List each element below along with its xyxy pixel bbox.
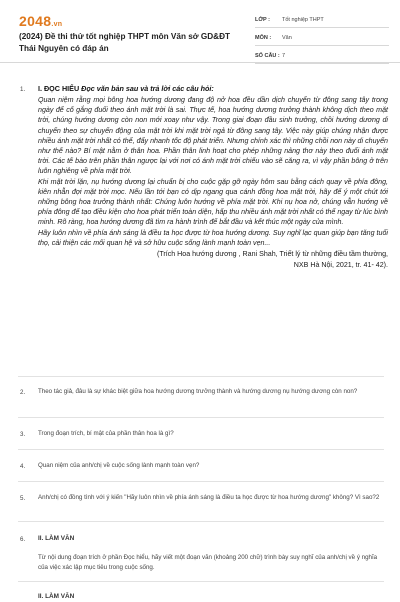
question-text: Theo tác giả, đâu là sự khác biệt giữa hoa hướng dương trưởng thành và hướng dương nụ hướng dương còn non?: [38, 388, 358, 395]
question-text: Từ nội dung đoạn trích ở phần Đọc hiểu, hãy viết một đoạn văn (khoảng 200 chữ) trình bày suy nghĩ của anh/chị về ý nghĩa của việc xác lập mục tiêu trong cuộc sống.: [38, 554, 378, 571]
passage-paragraph: Khi mặt trời lặn, nụ hướng dương lại chuẩn bị cho cuộc gặp gỡ ngày hôm sau bằng cách quay về phía đông, kiên nhẫn đợi mặt trời mọc. Nếu lần tới bạn có dịp ngang qua cánh đồng hoa mặt trời, hãy để ý một chút tới những bông hoa trưởng thành nhất: Chúng luôn hướng về phía mặt trời. Khi nụ hoa nở, chúng vẫn hướng về phía đông để tạo điều kiện cho hoa phát triển toàn diện, hấp thu nhiều ánh mặt trời nhất có thể ngay từ lúc bình minh. Rõ ràng, hoa hướng dương đã tìm ra hành trình để bắt đầu và kết thúc một ngày của mình.: [38, 177, 388, 227]
document-title: (2024) Đề thi thử tốt nghiệp THPT môn Văn sở GD&ĐT Thái Nguyên có đáp án: [19, 32, 230, 53]
logo-suffix: .vn: [51, 21, 63, 28]
reading-passage: [38, 95, 388, 248]
site-logo[interactable]: [19, 13, 62, 29]
section-title: I. ĐỌC HIỂU: [38, 84, 80, 93]
question-number: 5.: [20, 495, 26, 502]
question-number: 2.: [20, 389, 26, 396]
meta-value: 7: [282, 52, 286, 59]
question-text: Anh/chị có đồng tình với ý kiến "Hãy luôn nhìn về phía ánh sáng là điều ta học được từ hoa hướng dương" không? Vì sao?2: [38, 494, 380, 501]
question-number: 6.: [20, 536, 26, 543]
meta-row-subject: [255, 30, 389, 46]
divider: [18, 481, 384, 482]
section-heading: [38, 84, 388, 94]
question-1: [38, 84, 388, 271]
meta-label: MÔN :: [255, 34, 272, 41]
page-header: [0, 0, 400, 63]
meta-info: [255, 12, 389, 66]
section-instruction: Đọc văn bản sau và trả lời các câu hỏi:: [81, 84, 214, 93]
meta-value: Văn: [282, 34, 292, 41]
meta-row-count: [255, 48, 389, 64]
section-heading: II. LÀM VĂN: [38, 535, 75, 542]
passage-paragraph: Hãy luôn nhìn về phía ánh sáng là điều ta học được từ hoa hướng dương. Suy nghĩ lạc quan giúp bạn tăng tuổi thọ, cải thiện các mối quan hệ và sở hữu cuộc sống lành mạnh toàn vẹn...: [38, 228, 388, 247]
meta-label: LỚP :: [255, 16, 270, 23]
section-heading: II. LÀM VĂN: [38, 593, 75, 600]
divider: [18, 581, 384, 582]
question-text: Trong đoạn trích, bí mật của phần thân hoa là gì?: [38, 430, 174, 437]
passage-source: [38, 249, 388, 271]
meta-label: SỐ CÂU :: [255, 52, 280, 59]
question-number: 1.: [20, 86, 26, 93]
logo-main: 2048: [19, 13, 52, 29]
source-line: (Trích Hoa hướng dương , Rani Shah, Triết lý từ những điều tầm thường,: [156, 250, 388, 259]
question-text: Quan niệm của anh/chị về cuộc sống lành mạnh toàn vẹn?: [38, 462, 200, 469]
question-number: 3.: [20, 431, 26, 438]
divider: [18, 376, 384, 377]
divider: [18, 521, 384, 522]
source-line: NXB Hà Nội, 2021, tr. 41- 42).: [293, 261, 388, 270]
divider: [18, 417, 384, 418]
meta-value: Tốt nghiệp THPT: [282, 16, 324, 23]
divider: [18, 449, 384, 450]
question-number: 4.: [20, 463, 26, 470]
meta-row-class: [255, 12, 389, 28]
passage-paragraph: Quan niệm rằng mọi bông hoa hướng dương đang độ nở hoa đều dần dịch chuyển từ đông sang tây trong ngày để cố gắng đuổi theo ánh mặt trời là sai. Thực tế, hoa hướng dương trưởng thành không dịch theo mặt trời, chúng hướng dương còn non mới xoay như vậy. Trong giai đoạn đầu sinh trưởng, chồi hướng dương di chuyển theo sự chuyển động của mặt trời khi mặt trời ngả từ đông sang tây. Việc này giúp chúng nhận được nhiều ánh mặt trời nhất có thể, đẩy nhanh tốc độ phát triển. Nhưng chính xác thì những chồi non này di chuyển như thế nào? Bí mật nằm ở thân hoa. Phần thân linh hoạt cho phép những nảng thơ này theo đuổi ánh mặt trời. Các tế bào trên phần thân ngược lại với nơi có ánh mặt trời chiếu vào sẽ căng ra, vì vậy phần bông ở trên luôn nghiêng về phía mặt trời.: [38, 96, 388, 176]
